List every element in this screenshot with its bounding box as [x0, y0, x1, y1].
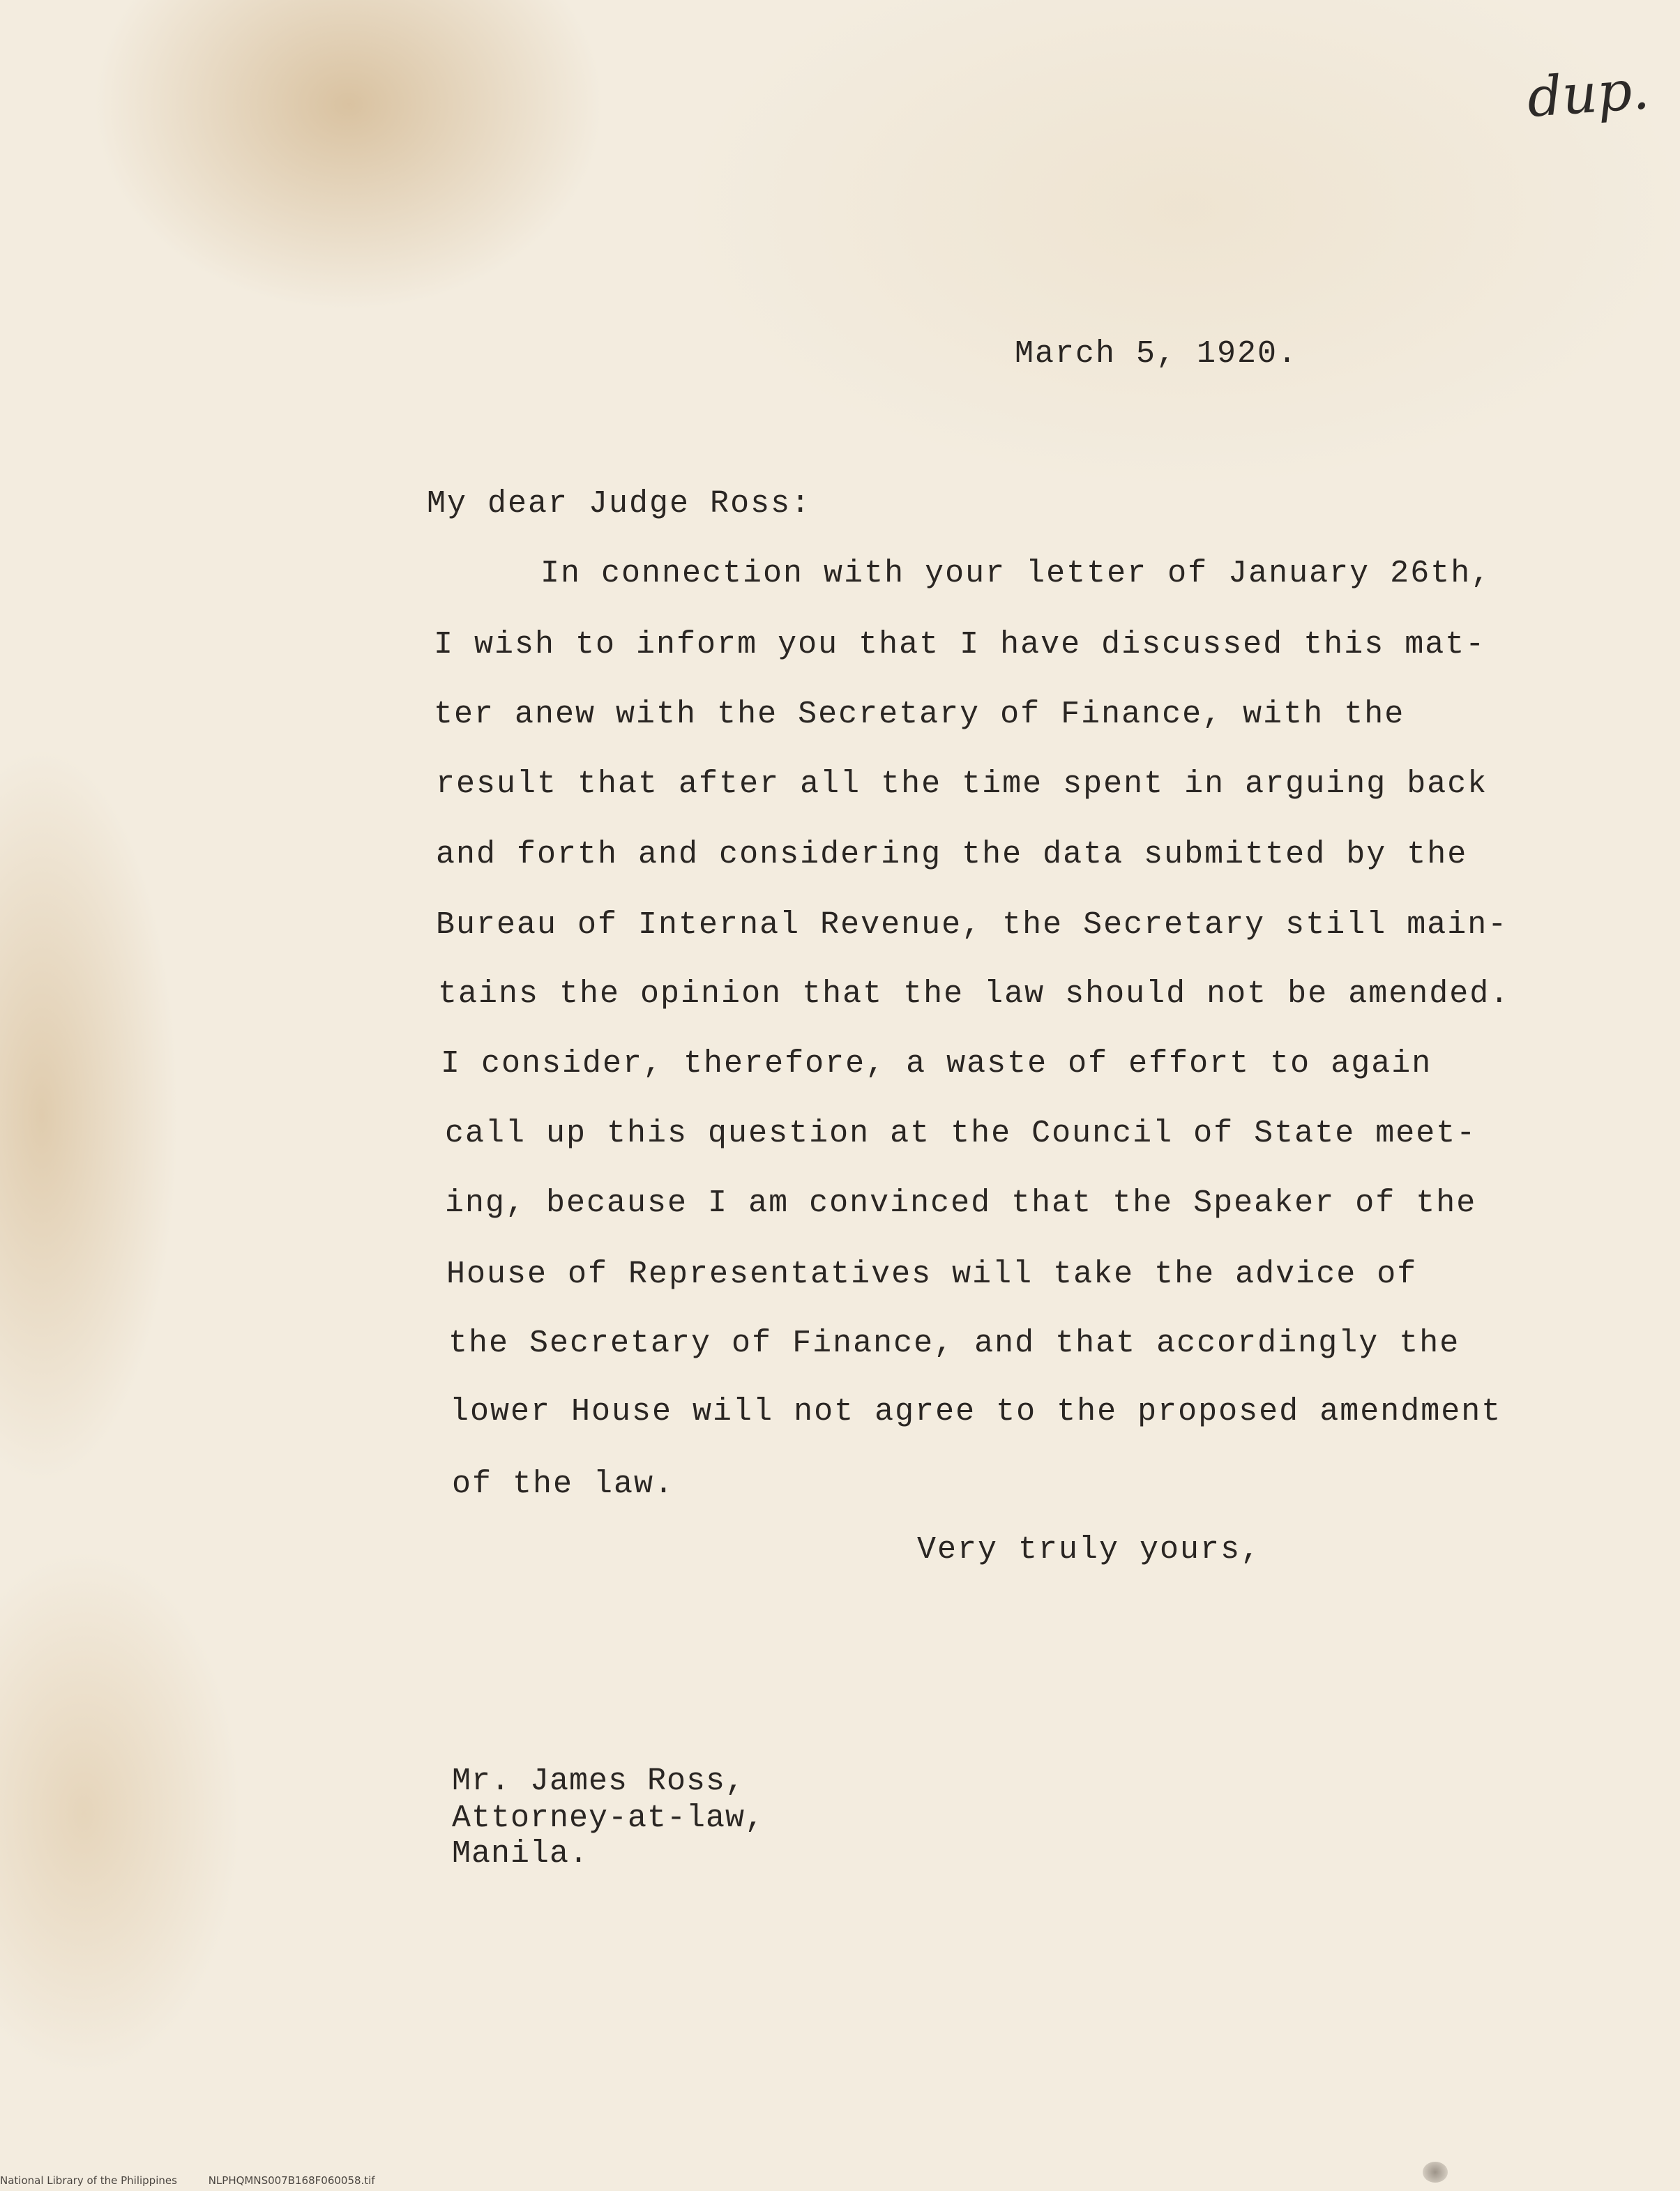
- body-line: of the law.: [452, 1466, 675, 1502]
- body-line: result that after all the time spent in arguing back: [436, 766, 1488, 802]
- footer-institution: National Library of the Philippines: [0, 2174, 177, 2187]
- ink-spot: [1423, 2162, 1448, 2183]
- body-line: the Secretary of Finance, and that accordingly the: [448, 1326, 1460, 1361]
- body-line: I consider, therefore, a waste of effort to again: [441, 1046, 1432, 1082]
- body-line: ter anew with the Secretary of Finance, with the: [434, 697, 1405, 732]
- address-line: Mr. James Ross,: [452, 1764, 746, 1799]
- archive-footer: [0, 2174, 403, 2187]
- body-line: tains the opinion that the law should not be amended.: [438, 976, 1511, 1012]
- footer-file-id: NLPHQMNS007B168F060058.tif: [208, 2174, 375, 2187]
- body-line: I wish to inform you that I have discussed this mat-: [434, 627, 1486, 662]
- body-line: ing, because I am convinced that the Speaker of the: [445, 1185, 1477, 1221]
- handwritten-note: dup.: [1525, 59, 1651, 130]
- closing: Very truly yours,: [917, 1532, 1262, 1568]
- address-line: Manila.: [452, 1836, 589, 1872]
- body-line: Bureau of Internal Revenue, the Secretary still main-: [436, 907, 1508, 943]
- body-line: and forth and considering the data submitted by the: [436, 837, 1468, 872]
- body-line: lower House will not agree to the proposed amendment: [450, 1394, 1502, 1430]
- body-line: call up this question at the Council of State meet-: [445, 1116, 1477, 1151]
- body-line: House of Representatives will take the advice of: [446, 1257, 1418, 1292]
- address-line: Attorney-at-law,: [452, 1800, 765, 1836]
- salutation: My dear Judge Ross:: [427, 486, 812, 522]
- body-line: In connection with your letter of January 26th,: [540, 556, 1492, 591]
- letter-date: March 5, 1920.: [1015, 336, 1299, 372]
